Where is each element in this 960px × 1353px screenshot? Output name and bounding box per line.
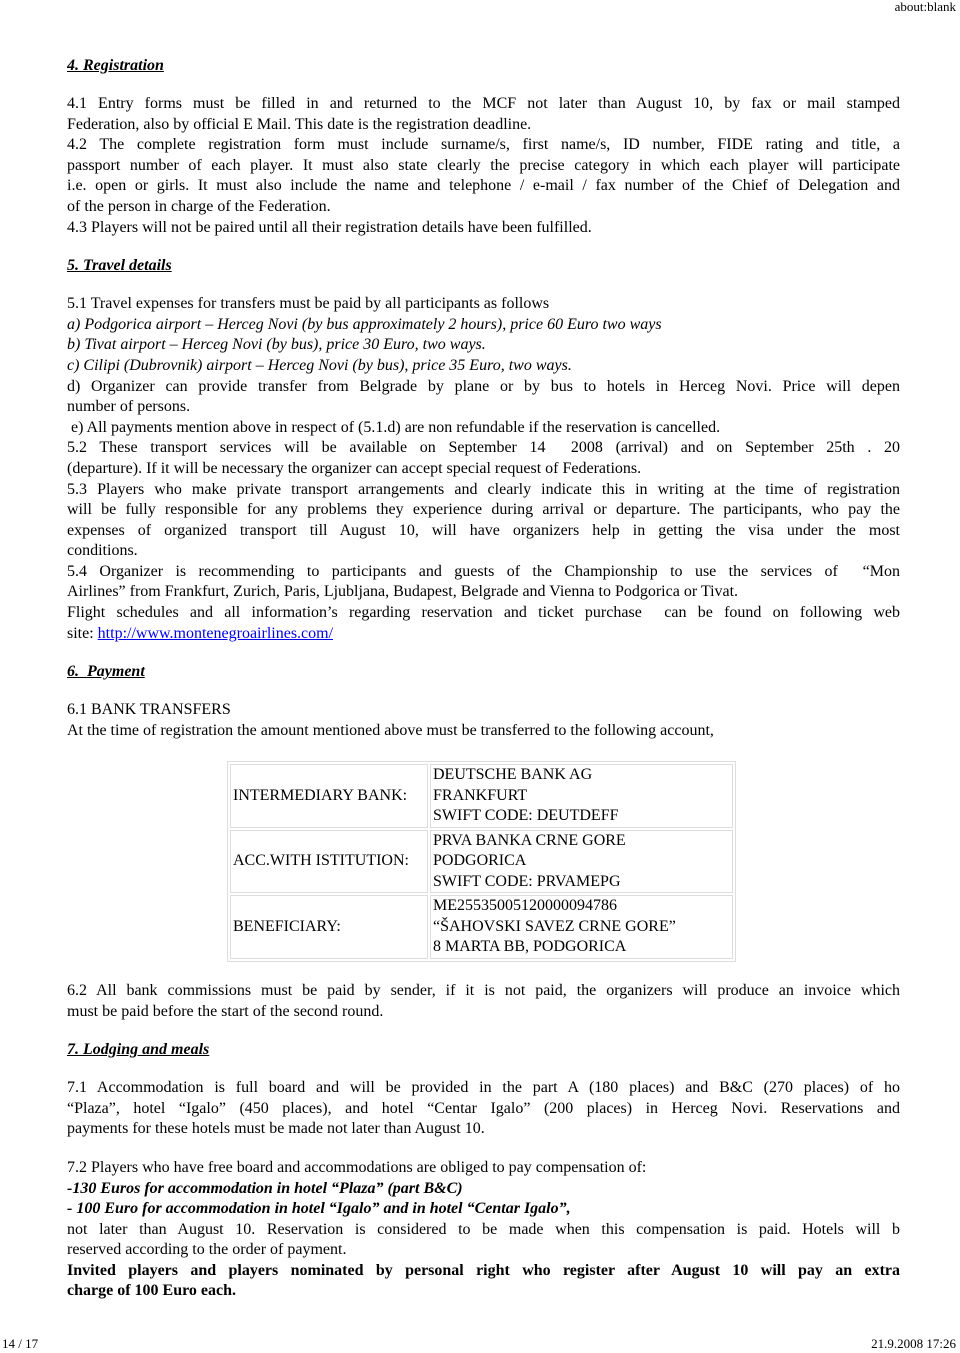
paragraph-line: must be paid before the start of the second round.	[67, 1002, 384, 1020]
paragraph-line: “Plaza”, hotel “Igalo” (450 places), and hotel “Centar Igalo” (200 places) in Herceg Novi. Reservations and	[67, 1099, 900, 1117]
late-registration-notice: charge of 100 Euro each.	[67, 1282, 237, 1300]
bank-label: BENEFICIARY:	[230, 895, 428, 959]
bank-value	[430, 895, 733, 959]
bank-value-line: ME25535005120000094786	[433, 897, 617, 915]
paragraph-line: 4.3 Players will not be paired until all their registration details have been fulfilled.	[67, 218, 592, 236]
paragraph-line: not later than August 10. Reservation is considered to be made when this compensation is paid. Hotels will b	[67, 1220, 900, 1238]
paragraph-line: 6.2 All bank commissions must be paid by sender, if it is not paid, the organizers will produce an invoice which	[67, 981, 900, 999]
bank-value-line: “ŠAHOVSKI SAVEZ CRNE GORE”	[433, 917, 676, 935]
paragraph-line: conditions.	[67, 542, 138, 560]
bank-value-line: SWIFT CODE: DEUTDEFF	[433, 807, 619, 825]
travel-option-e: e) All payments mention above in respect of (5.1.d) are non refundable if the reservation is cancelled.	[67, 418, 721, 436]
bank-value-line: PRVA BANKA CRNE GORE	[433, 831, 626, 849]
paragraph-line: expenses of organized transport till August 10, will have organizers help in getting the visa under the most	[67, 521, 900, 539]
document-page	[67, 56, 900, 1302]
paragraph-line: Federation, also by official E Mail. This date is the registration deadline.	[67, 115, 532, 133]
paragraph-line: 7.2 Players who have free board and accommodations are obliged to pay compensation of:	[67, 1158, 647, 1176]
section-heading-lodging: 7. Lodging and meals	[67, 1041, 210, 1059]
paragraph-line: payments for these hotels must be made not later than August 10.	[67, 1120, 485, 1138]
paragraph-line: passport number of each player. It must also state clearly the precise category in which each player will participate	[67, 156, 900, 174]
fee-line: -130 Euros for accommodation in hotel “Plaza” (part B&C)	[67, 1179, 463, 1197]
paragraph-line: 4.1 Entry forms must be filled in and returned to the MCF not later than August 10, by fax or mail stamped	[67, 95, 900, 112]
paragraph-line: 7.1 Accommodation is full board and will be provided in the part A (180 places) and B&C (270 places) of ho	[67, 1079, 900, 1097]
section-heading-registration: 4. Registration	[67, 57, 164, 74]
browser-title: about:blank	[894, 0, 956, 14]
paragraph-line: 5.4 Organizer is recommending to participants and guests of the Championship to use the services of “Mon	[67, 562, 900, 580]
section-heading-travel: 5. Travel details	[67, 257, 172, 275]
site-label: site:	[67, 624, 98, 642]
paragraph-line: Flight schedules and all information’s regarding reservation and ticket purchase can be found on following web	[67, 604, 900, 622]
bank-value-line: PODGORICA	[433, 852, 527, 870]
table-row	[230, 764, 733, 828]
travel-option-c: c) Cilipi (Dubrovnik) airport – Herceg Novi (by bus), price 35 Euro, two ways.	[67, 356, 572, 374]
paragraph-line: 4.2 The complete registration form must include surname/s, first name/s, ID number, FIDE rating and title, a	[67, 136, 900, 154]
bank-value-line: 8 MARTA BB, PODGORICA	[433, 938, 627, 956]
paragraph-line: At the time of registration the amount mentioned above must be transferred to the following account,	[67, 721, 714, 739]
bank-value-line: SWIFT CODE: PRVAMEPG	[433, 872, 621, 890]
paragraph-line: reserved according to the order of payment.	[67, 1241, 347, 1259]
bank-details-table	[227, 761, 736, 962]
late-registration-notice: Invited players and players nominated by personal right who register after August 10 will pay an extra	[67, 1261, 900, 1279]
section-heading-payment: 6. Payment	[67, 663, 145, 681]
paragraph-line: 5.3 Players who make private transport arrangements and clearly indicate this in writing at the time of registration	[67, 480, 900, 498]
paragraph-line: (departure). If it will be necessary the organizer can accept special request of Federations.	[67, 459, 642, 477]
travel-option-d: d) Organizer can provide transfer from Belgrade by plane or by bus to hotels in Herceg Novi. Price will depen	[67, 377, 900, 395]
bank-label: ACC.WITH ISTITUTION:	[230, 830, 428, 894]
subheading-bank-transfers: 6.1 BANK TRANSFERS	[67, 701, 231, 719]
paragraph-line: 5.1 Travel expenses for transfers must be paid by all participants as follows	[67, 295, 550, 313]
travel-option-a: a) Podgorica airport – Herceg Novi (by bus approximately 2 hours), price 60 Euro two ways	[67, 315, 662, 333]
travel-option-b: b) Tivat airport – Herceg Novi (by bus), price 30 Euro, two ways.	[67, 336, 486, 354]
bank-label: INTERMEDIARY BANK:	[230, 764, 428, 828]
bank-value	[430, 830, 733, 894]
bank-value	[430, 764, 733, 828]
paragraph-line: i.e. open or girls. It must also include the name and telephone / e-mail / fax number of the Chief of Delegation and	[67, 177, 900, 195]
paragraph-line: number of persons.	[67, 398, 191, 416]
paragraph-line: will be fully responsible for any problems they experience during arrival or departure. The participants, who pay the	[67, 501, 900, 519]
bank-value-line: FRANKFURT	[433, 786, 528, 804]
airline-website-link[interactable]: http://www.montenegroairlines.com/	[97, 624, 334, 642]
table-row	[230, 830, 733, 894]
print-datetime: 21.9.2008 17:26	[871, 1336, 956, 1351]
website-line	[67, 624, 900, 645]
bank-value-line: DEUTSCHE BANK AG	[433, 766, 593, 784]
paragraph-line: of the person in charge of the Federation.	[67, 197, 331, 215]
table-row	[230, 895, 733, 959]
page-number: 14 / 17	[2, 1336, 39, 1351]
fee-line: - 100 Euro for accommodation in hotel “Igalo” and in hotel “Centar Igalo”,	[67, 1200, 571, 1218]
paragraph-line: 5.2 These transport services will be available on September 14 2008 (arrival) and on September 25th . 20	[67, 439, 900, 457]
paragraph-line: Airlines” from Frankfurt, Zurich, Paris, Ljubljana, Budapest, Belgrade and Vienna to Podgorica or Tivat.	[67, 583, 739, 601]
